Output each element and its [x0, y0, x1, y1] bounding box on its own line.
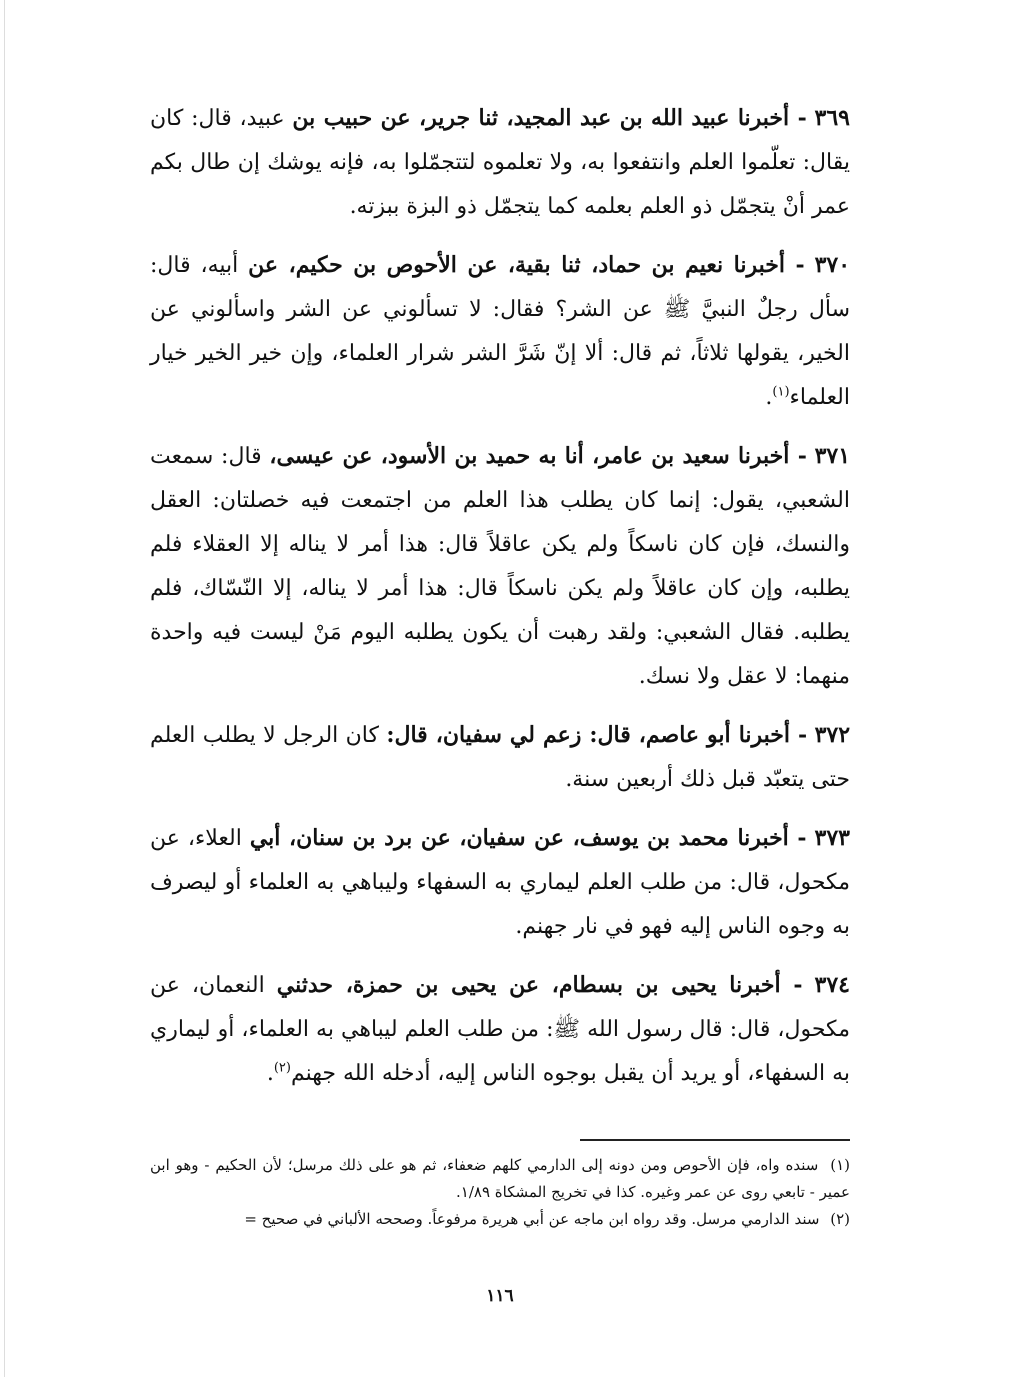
entry-text: كان الرجل لا يطلب العلم حتى يتعبّد قبل ذلك أربعين سنة. — [150, 723, 850, 792]
entry-text: قال: سمعت الشعبي، يقول: إنما كان يطلب هذا العلم من اجتمعت فيه خصلتان: العقل والنسك، فإن كان ناسكاً ولم يكن عاقلاً قال: هذا أمر لا يناله إلا العقلاء فلم يطلبه، وإن كان عاقلاً ولم يكن ناسكاً قال: هذا أمر لا يناله، إلا النّسّاك، فلم يطلبه. فقال الشعبي: ولقد رهبت أن يكون يطلبه اليوم مَنْ ليست فيه واحدة منهما: لا عقل ولا نسك. — [150, 444, 850, 689]
footnote-ref-2[interactable]: (٢) — [273, 1060, 291, 1076]
entry-dash: - — [780, 972, 803, 998]
entry-number: ٣٧٢ — [814, 722, 851, 748]
footnote-1 — [150, 1152, 850, 1206]
entry-tail: . — [765, 385, 773, 410]
scan-edge — [4, 0, 5, 1377]
footnotes — [150, 1152, 850, 1233]
entry-number: ٣٦٩ — [814, 105, 850, 131]
hadith-entry-374 — [150, 963, 850, 1096]
entry-number: ٣٧٣ — [814, 825, 850, 851]
entry-text: أبيه، قال: سأل رجلٌ النبيَّ ﷺ عن الشر؟ فقال: لا تسألوني عن الشر واسألوني عن الخير، يقولها ثلاثاً، ثم قال: ألا إنّ شَرَّ الشر شرار العلماء، وإن خير الخير خيار العلماء — [150, 253, 850, 410]
footnote-ref-1[interactable]: (١) — [772, 384, 790, 400]
page-number: ١١٦ — [486, 1286, 514, 1306]
entry-text: العلاء، عن مكحول، قال: من طلب العلم ليماري به السفهاء وليباهي به العلماء أو ليصرف به وجوه الناس إليه فهو في نار جهنم. — [150, 826, 850, 939]
entry-chain: أخبرنا سعيد بن عامر، أنا به حميد بن الأسود، عن عيسى، — [269, 443, 790, 469]
entry-dash: - — [789, 443, 807, 469]
footnote-mark: (١) — [830, 1156, 850, 1174]
entry-chain: أخبرنا يحيى بن بسطام، عن يحيى بن حمزة، حدثني — [276, 972, 781, 998]
hadith-entry-372 — [150, 713, 850, 802]
footnote-text: سند الدارمي مرسل. وقد رواه ابن ماجه عن أبي هريرة مرفوعاً. وصححه الألباني في صحيح = — [244, 1210, 820, 1228]
hadith-entry-373 — [150, 816, 850, 949]
footnote-text: سنده واه، فإن الأحوص ومن دونه إلى الدارمي كلهم ضعفاء، ثم هو على ذلك مرسل؛ لأن الحكيم - وهو ابن عمير - تابعي روى عن عمر وغيره. كذا في تخريج المشكاة ١/٨٩. — [150, 1156, 850, 1201]
entry-number: ٣٧٠ — [814, 252, 851, 278]
hadith-entry-371 — [150, 434, 850, 699]
entry-number: ٣٧١ — [814, 443, 851, 469]
entry-tail: . — [266, 1061, 274, 1086]
entry-number: ٣٧٤ — [814, 972, 850, 998]
hadith-entry-370 — [150, 243, 850, 420]
entry-chain: أخبرنا نعيم بن حماد، ثنا بقية، عن الأحوص بن حكيم، عن — [248, 252, 785, 278]
entry-dash: - — [790, 722, 808, 748]
footnote-mark: (٢) — [830, 1210, 850, 1228]
entry-dash: - — [788, 825, 807, 851]
entry-chain: أخبرنا عبيد الله بن عبد المجيد، ثنا جرير، عن حبيب بن — [292, 105, 790, 131]
hadith-entry-369 — [150, 96, 850, 229]
footnote-2 — [150, 1206, 850, 1233]
entry-dash: - — [784, 252, 805, 278]
entry-dash: - — [789, 105, 807, 131]
entry-chain: أخبرنا محمد بن يوسف، عن سفيان، عن برد بن سنان، أبي — [249, 825, 789, 851]
entry-text: النعمان، عن مكحول، قال: قال رسول الله ﷺ: من طلب العلم ليباهي به العلماء، أو ليماري به السفهاء، أو يريد أن يقبل بوجوه الناس إليه، أدخله الله جهنم — [150, 973, 850, 1086]
footnote-divider — [580, 1139, 850, 1141]
entry-text: عبيد، قال: كان يقال: تعلّموا العلم وانتفعوا به، ولا تعلموه لتتجمّلوا به، فإنه يوشك إن طال بكم عمر أنْ يتجمّل ذو العلم بعلمه كما يتجمّل ذو البزة ببزته. — [150, 106, 850, 219]
book-page — [150, 96, 850, 1326]
entry-chain: أخبرنا أبو عاصم، قال: زعم لي سفيان، قال: — [386, 722, 791, 748]
